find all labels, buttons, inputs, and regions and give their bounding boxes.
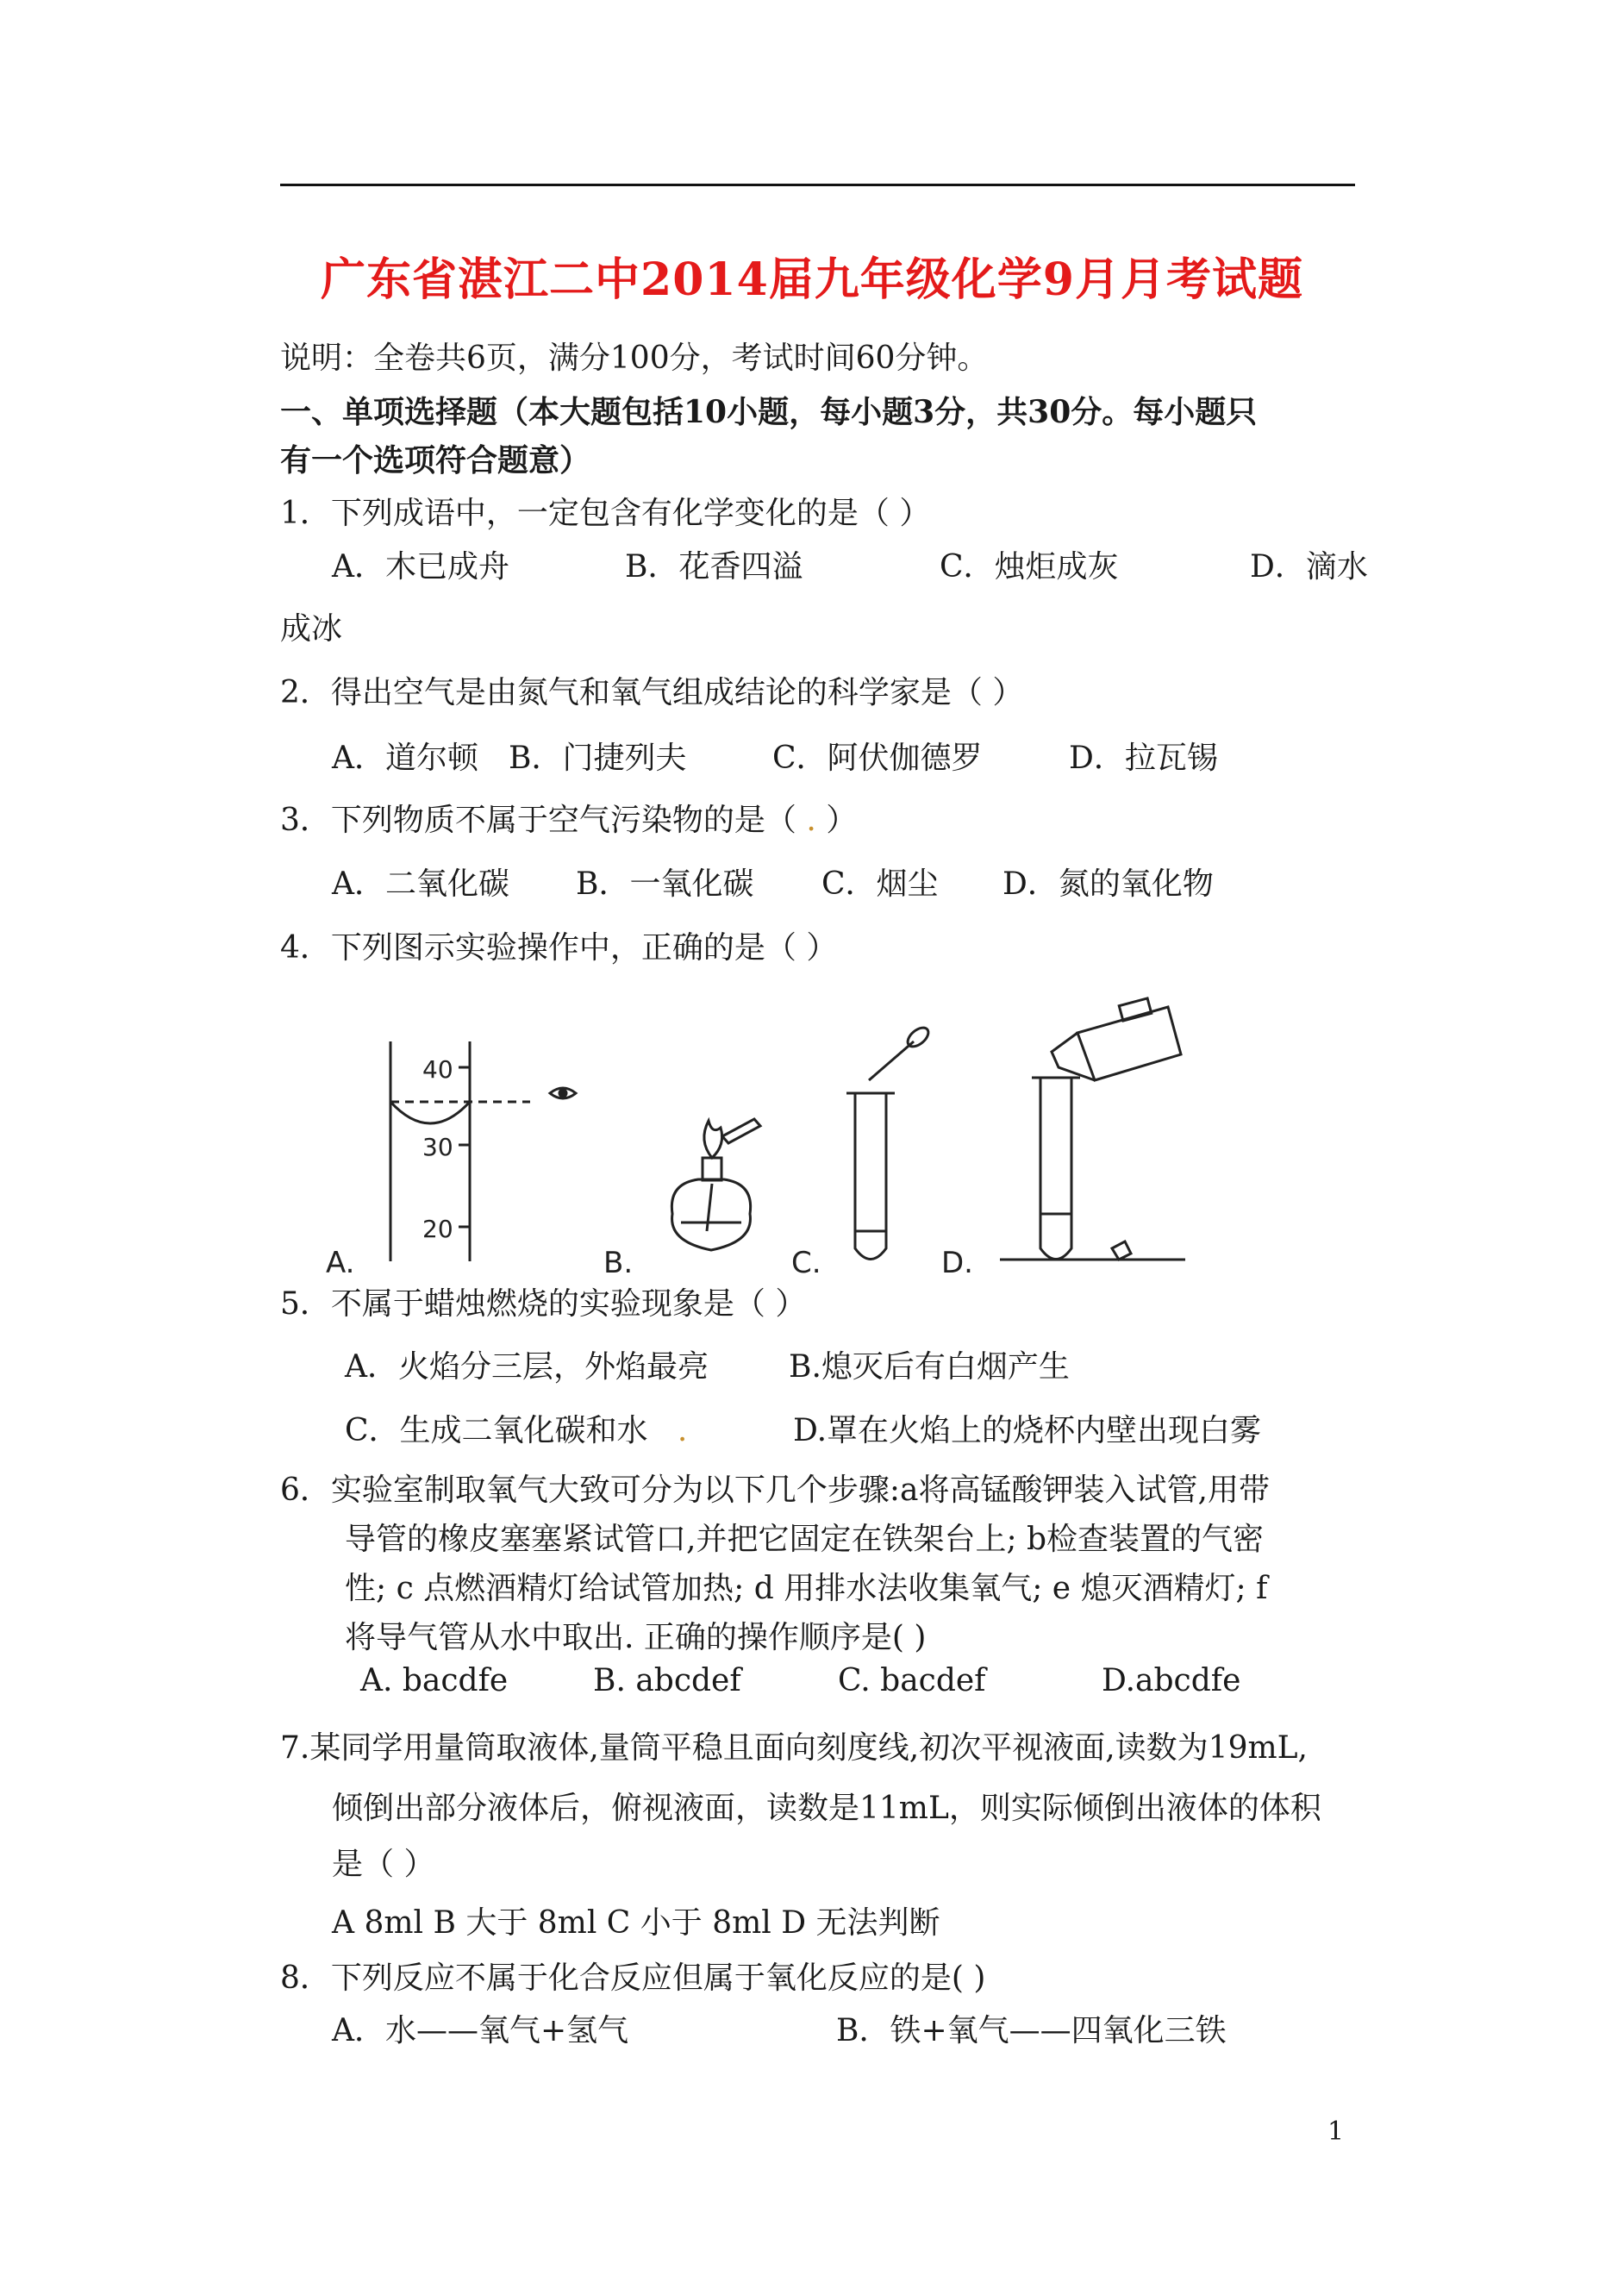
test-tube-dropper-figure — [846, 1024, 932, 1260]
q3-option-c: C．烟尘 — [821, 866, 939, 902]
page-number: 1 — [1327, 2117, 1345, 2147]
q6-option-c: C. bacdef — [838, 1663, 986, 1698]
q8-option-a: A．水——氧气+氢气 — [332, 2013, 629, 2048]
section-heading-line1: 一、单项选择题（本大题包括10小题，每小题3分，共30分。每小题只 — [280, 394, 1258, 430]
q5-option-c — [345, 1411, 687, 1451]
q2-option-a: A．道尔顿 — [332, 741, 478, 776]
q5-option-d: D.罩在火焰上的烧杯内壁出现白雾 — [793, 1413, 1262, 1448]
q3-option-a: A．二氧化碳 — [332, 866, 509, 902]
figure-label-d: D. — [941, 1246, 973, 1276]
q1-option-a: A．木已成舟 — [332, 549, 509, 585]
q3-stem-text: 3．下列物质不属于空气污染物的是（ — [280, 803, 807, 838]
q2-stem: 2．得出空气是由氮气和氧气组成结论的科学家是（ ） — [280, 675, 1024, 710]
q7-stem-line1: 7.某同学用量筒取液体,量筒平稳且面向刻度线,初次平视液面,读数为19mL, — [280, 1730, 1308, 1766]
q3-stem-close: ） — [815, 803, 858, 838]
cylinder-tick-20: 20 — [422, 1215, 453, 1243]
q6-option-d: D.abcdfe — [1102, 1663, 1241, 1698]
q6-option-b: B. abcdef — [593, 1663, 741, 1698]
lab-operation-figure — [319, 972, 1215, 1276]
cylinder-tick-40: 40 — [422, 1055, 453, 1084]
q5-option-b: B.熄灭后有白烟产生 — [789, 1349, 1070, 1385]
q3-stem — [280, 801, 857, 841]
q5-option-a: A．火焰分三层，外焰最亮 — [345, 1349, 709, 1385]
q6-stem-line1: 6．实验室制取氧气大致可分为以下几个步骤:a将高锰酸钾装入试管,用带 — [280, 1473, 1270, 1508]
q5-option-c-dot: . — [677, 1413, 688, 1448]
q7-stem-line2: 倾倒出部分液体后，俯视液面，读数是11mL，则实际倾倒出液体的体积 — [332, 1791, 1321, 1826]
q5-stem: 5．不属于蜡烛燃烧的实验现象是（ ） — [280, 1286, 807, 1322]
q1-stem: 1．下列成语中，一定包含有化学变化的是（ ） — [280, 496, 931, 531]
q3-option-b: B．一氧化碳 — [576, 866, 754, 902]
q6-option-a: A. bacdfe — [360, 1663, 509, 1698]
cylinder-tick-30: 30 — [422, 1133, 453, 1161]
header-rule — [280, 184, 1355, 186]
section-heading-line2: 有一个选项符合题意） — [280, 442, 591, 478]
q1-option-d: D．滴水 — [1250, 549, 1368, 585]
q3-stem-dot: . — [806, 803, 816, 838]
graduated-cylinder-figure — [390, 1041, 576, 1261]
exam-title: 广东省湛江二中2014届九年级化学9月月考试题 — [321, 253, 1303, 306]
q7-stem-line3: 是（ ） — [332, 1847, 435, 1882]
q6-stem-line4: 将导气管从水中取出. 正确的操作顺序是( ) — [345, 1620, 927, 1655]
figure-label-a: A. — [326, 1246, 355, 1276]
q6-stem-line3: 性; c 点燃酒精灯给试管加热; d 用排水法收集氧气; e 熄灭酒精灯; f — [345, 1571, 1268, 1606]
figure-label-b: B. — [603, 1246, 634, 1276]
q3-option-d: D．氮的氧化物 — [1003, 866, 1214, 902]
q6-stem-line2: 导管的橡皮塞塞紧试管口,并把它固定在铁架台上; b检查装置的气密 — [345, 1522, 1265, 1557]
q1-option-c: C．烛炬成灰 — [940, 549, 1119, 585]
q7-options: A 8ml B 大于 8ml C 小于 8ml D 无法判断 — [332, 1905, 940, 1941]
q2-option-d: D．拉瓦锡 — [1069, 741, 1218, 776]
q5-option-c-text: C．生成二氧化碳和水 — [345, 1413, 648, 1448]
exam-note: 说明：全卷共6页，满分100分，考试时间60分钟。 — [280, 341, 989, 376]
q4-stem: 4．下列图示实验操作中，正确的是（ ） — [280, 930, 838, 966]
q2-option-c: C．阿伏伽德罗 — [772, 741, 983, 776]
q2-option-b: B．门捷列夫 — [509, 741, 687, 776]
q1-option-d-continued: 成冰 — [280, 611, 343, 647]
q8-option-b: B．铁+氧气——四氧化三铁 — [836, 2013, 1227, 2048]
q8-stem: 8．下列反应不属于化合反应但属于氧化反应的是( ) — [280, 1960, 986, 1996]
pouring-liquid-figure — [1000, 998, 1185, 1260]
alcohol-lamp-figure — [671, 1119, 760, 1250]
figure-label-c: C. — [791, 1246, 821, 1276]
q1-option-b: B．花香四溢 — [625, 549, 803, 585]
